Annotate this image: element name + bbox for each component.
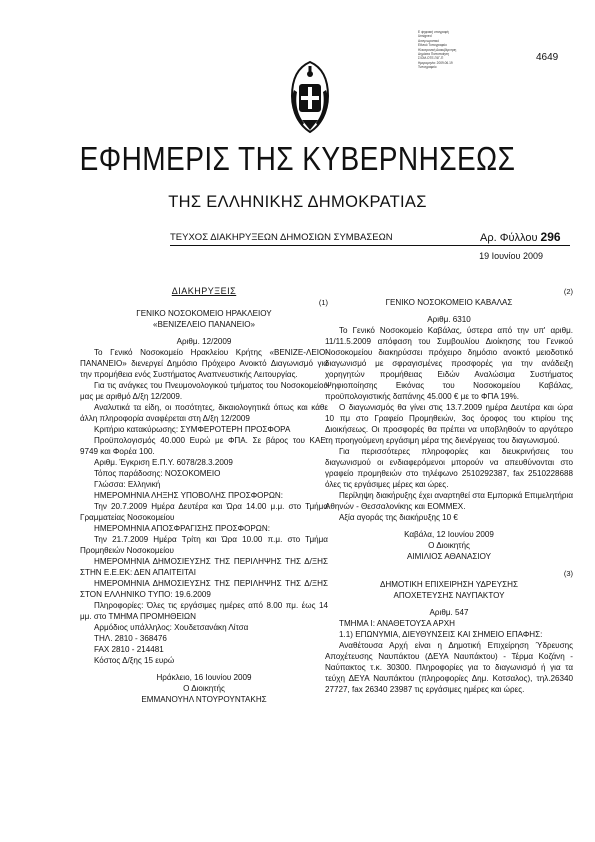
signature-place-date: Ηράκλειο, 16 Ιουνίου 2009 — [156, 673, 252, 682]
signature-name: ΕΜΜΑΝΟΥΗΛ ΝΤΟΥΡΟΥΝΤΑΚΗΣ — [141, 695, 267, 704]
paragraph: ΗΜΕΡΟΜΗΝΙΑ ΔΗΜΟΣΙΕΥΣΗΣ ΤΗΣ ΠΕΡΙΛΗΨΗΣ ΤΗΣ Δ/ΞΗΣ ΣΤΟΝ ΕΛΛΗΝΙΚΟ ΤΥΠΟ: 19.6.2009 — [80, 579, 328, 599]
org-name-sub: ΑΠΟΧΕΤΕΥΣΗΣ ΝΑΥΠΑΚΤΟΥ — [393, 591, 505, 600]
paragraph: Αριθμ. Έγκριση Ε.Π.Υ. 6078/28.3.2009 — [94, 458, 233, 467]
paragraph: Την 21.7.2009 Ημέρα Τρίτη και Ώρα 10.00 π.μ. στο Τμήμα Προμηθειών Νοσοκομείου — [80, 535, 328, 555]
reference-number: Αριθμ. 547 — [429, 608, 469, 617]
signature-name: ΑΙΜΙΛΙΟΣ ΑΘΑΝΑΣΙΟΥ — [406, 552, 492, 561]
section-title: 1.1) ΕΠΩΝΥΜΙΑ, ΔΙΕΥΘΥΝΣΕΙΣ ΚΑΙ ΣΗΜΕΙΟ ΕΠΑΦΗΣ: — [339, 630, 543, 639]
stamp-line: Εθνικό Τυπογραφείο — [418, 43, 447, 48]
page-title: ΕΦΗΜΕΡΙΣ ΤΗΣ ΚΥΒΕΡΝΗΣΕΩΣ — [79, 140, 516, 177]
stamp-line: Αναγνωριστικό — [418, 38, 439, 43]
issue-label: ΤΕΥΧΟΣ ΔΙΑΚΗΡΥΞΕΩΝ ΔΗΜΟΣΙΩΝ ΣΥΜΒΑΣΕΩΝ — [170, 232, 393, 243]
paragraph: Την 20.7.2009 Ημέρα Δευτέρα και Ώρα 14.00 μ.μ. στο Τμήμα Γραμματείας Νοσοκομείου — [80, 502, 328, 522]
paragraph: Το Γενικό Νοσοκομείο Καβάλας, ύστερα από την υπ' αριθμ. 11/11.5.2009 απόφαση του Συμβουλίου Διοίκησης του Γενικού Νοσοκομείου διακηρύσσει πρόχειρο δημόσιο ανοικτό μειοδοτικό διαγωνισμό με σφραγισμένες προσφορές για την ανάδειξη χορηγητών προμήθειας Ειδών Αναλώσιμα Συστήματος Ψηφιοποίησης Εικόνας του Νοσοκομείου Καβάλας, προϋπολογιστικής δαπάνης 45.000 € με το ΦΠΑ 19%. — [325, 326, 573, 401]
paragraph: ΗΜΕΡΟΜΗΝΙΑ ΑΠΟΣΦΡΑΓΙΣΗΣ ΠΡΟΣΦΟΡΩΝ: — [94, 524, 270, 533]
right-column — [325, 286, 573, 695]
paragraph: Περίληψη διακήρυξης έχει αναρτηθεί στα Εμπορικά Επιμελητήρια Αθηνών - Θεσσαλονίκης και ΕΟΜΜΕΧ. — [325, 491, 573, 511]
paragraph: Γλώσσα: Ελληνική — [94, 480, 161, 489]
reference-number: Αριθμ. 6310 — [427, 315, 471, 324]
paragraph: Προϋπολογισμός 40.000 Ευρώ με ΦΠΑ. Σε βάρος του ΚΑΕ: 9749 και Φορέα 100. — [80, 436, 328, 456]
stamp-line: Ε ψηφιακή υπογραφή — [418, 30, 449, 34]
org-name-sub: «ΒΕΝΙΖΕΛΕΙΟ ΠΑΝΑΝΕΙΟ» — [152, 320, 256, 329]
stamp-line: Δημόσια Πιστοποίηση — [418, 52, 449, 57]
org-name: ΔΗΜΟΤΙΚΗ ΕΠΙΧΕΙΡΗΣΗ ΥΔΡΕΥΣΗΣ — [380, 580, 518, 589]
section-title: ΤΜΗΜΑ Ι: ΑΝΑΘΕΤΟΥΣΑ ΑΡΧΗ — [339, 619, 455, 628]
paragraph: Αρμόδιος υπάλληλος: Χουδετσανάκη Λίτσα — [94, 623, 249, 632]
paragraph: Κριτήριο κατακύρωσης: ΣΥΜΦΕΡΟΤΕΡΗ ΠΡΟΣΦΟΡΑ — [94, 425, 291, 434]
paragraph: Τόπος παράδοσης: ΝΟΣΟΚΟΜΕΙΟ — [94, 469, 221, 478]
org-name: ΓΕΝΙΚΟ ΝΟΣΟΚΟΜΕΙΟ ΚΑΒΑΛΑΣ — [385, 298, 513, 307]
stamp-line: Σ/ΟΜ-ΟΤΕ-Γ6Γ-Π — [418, 56, 444, 61]
paragraph: Αναθέτουσα Αρχή είναι η Δημοτική Επιχείρηση Ύδρευσης Αποχέτευσης Ναυπάκτου (ΔΕΥΑ Ναυπάκτου) - Τέρμα Κοζάνη - Ναύπακτος τ.κ. 30300. Πληροφορίες για το διαγωνισμό ή για τα τεύχη ΔΕΥΑ Ναυπάκτου (πληροφορίες Δημ. Κοτσαλος), τηλ.26340 27727, fax 26340 23987 τις εργάσιμες ημέρες και ώρες. — [325, 641, 573, 694]
notice-marker: (3) — [563, 569, 573, 578]
paragraph: ΗΜΕΡΟΜΗΝΙΑ ΔΗΜΟΣΙΕΥΣΗΣ ΤΗΣ ΠΕΡΙΛΗΨΗΣ ΤΗΣ Δ/ΞΗΣ ΣΤΗΝ Ε.Ε.ΕΚ: ΔΕΝ ΑΠΑΙΤΕΙΤΑΙ — [80, 557, 328, 577]
paragraph: ΤΗΛ. 2810 - 368476 — [94, 634, 167, 643]
digital-signature-stamp — [418, 30, 478, 70]
section-heading: ΔΙΑΚΗΡΥΞΕΙΣ — [171, 286, 237, 296]
paragraph: Το Γενικό Νοσοκομείο Ηρακλείου Κρήτης «ΒΕΝΙΖΕ-ΛΕΙΟ- ΠΑΝΑΝΕΙΟ» διενεργεί Δημόσιο Πρόχειρο Ανοικτό Διαγωνισμό για την προμήθεια ενός Συστήματος Αναπνευστικής Λειτουργίας. — [80, 348, 328, 379]
paragraph: Πληροφορίες: Όλες τις εργάσιμες ημέρες από 8.00 πμ. έως 14 μμ. στο ΤΜΗΜΑ ΠΡΟΜΗΘΕΙΩΝ — [80, 601, 328, 621]
sheet-value: 296 — [540, 230, 561, 244]
signature-role: Ο Διοικητής — [183, 684, 225, 693]
paragraph: Για περισσότερες πληροφορίες και διευκρινήσεις του διαγωνισμού οι ενδιαφερόμενοι μπορούν να απευθύνονται στο γραφείο προμηθειών στο τηλέφωνο 2510292387, fax 2510228688 όλες τις εργάσιμες μέρες και ώρες. — [325, 447, 573, 489]
reference-number: Αριθμ. 12/2009 — [176, 337, 232, 346]
page-subtitle: ΤΗΣ ΕΛΛΗΝΙΚΗΣ ΔΗΜΟΚΡΑΤΙΑΣ — [168, 193, 427, 211]
paragraph: Κόστος Δ/ξης 15 ευρώ — [94, 656, 175, 665]
signature-place-date: Καβάλα, 12 Ιουνίου 2009 — [404, 530, 494, 539]
notice-marker: (2) — [563, 287, 573, 296]
paragraph: Αναλυτικά τα είδη, οι ποσότητες, δικαιολογητικά όπως και κάθε άλλη πληροφορία αναφέρεται στη Δ/ξη 12/2009 — [80, 403, 328, 423]
stamp-line: Ημερομηνία: 2009.06.19 — [418, 60, 453, 65]
paragraph: Αξία αγοράς της διακήρυξης 10 € — [339, 513, 458, 522]
left-column — [80, 286, 328, 705]
paragraph: ΗΜΕΡΟΜΗΝΙΑ ΛΗΞΗΣ ΥΠΟΒΟΛΗΣ ΠΡΟΣΦΟΡΩΝ: — [94, 491, 284, 500]
greek-coat-of-arms-icon — [288, 60, 332, 134]
paragraph: FAX 2810 - 214481 — [94, 645, 164, 654]
stamp-line: Ηλεκτρονική Διακυβέρνηση — [418, 47, 457, 52]
page-number: 4649 — [536, 52, 559, 63]
notice-marker: (1) — [318, 298, 328, 307]
sheet-number — [480, 230, 561, 244]
issue-date: 19 Ιουνίου 2009 — [479, 251, 543, 261]
signature-role: Ο Διοικητής — [428, 541, 470, 550]
stamp-line: Τυπογραφείο — [418, 65, 437, 70]
sheet-label: Αρ. Φύλλου — [480, 232, 538, 244]
org-name: ΓΕΝΙΚΟ ΝΟΣΟΚΟΜΕΙΟ ΗΡΑΚΛΕΙΟΥ — [136, 309, 272, 318]
paragraph: Για τις ανάγκες του Πνευμονολογικού τμήματος του Νοσοκομείου μας με αριθμό Δ/ξη 12/2009. — [80, 381, 328, 401]
stamp-line: Unsigned — [418, 34, 432, 39]
paragraph: Ο διαγωνισμός θα γίνει στις 13.7.2009 ημέρα Δευτέρα και ώρα 10 πμ στο Γραφείο Προμηθειών, 3ος όροφος του κτιρίου της Διοικήσεως. Οι προσφορές θα πρέπει να υποβληθούν το αργότερο τη προηγούμενη εργάσιμη μέρα της διενέργειας του διαγωνισμού. — [325, 403, 573, 445]
header-rule — [170, 245, 570, 246]
